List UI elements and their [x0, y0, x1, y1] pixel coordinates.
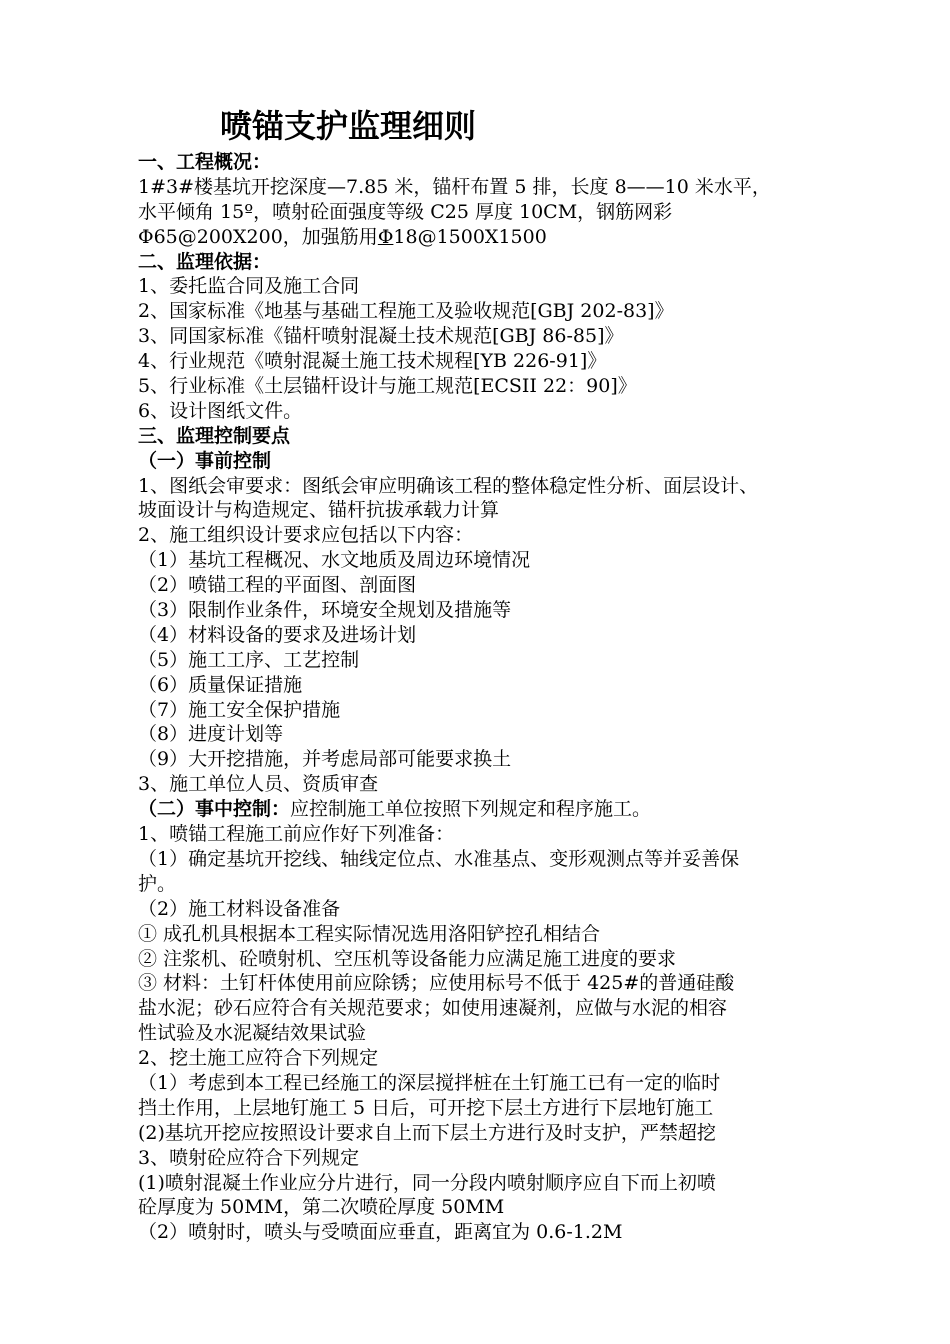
paragraph-line: (1)喷射混凝土作业应分片进行，同一分段内喷射顺序应自下而上初喷 [138, 1171, 716, 1194]
list-item: （5）施工工序、工艺控制 [138, 648, 360, 671]
paragraph-line: 3、施工单位人员、资质审查 [138, 773, 379, 796]
list-item: 5、行业标准《土层锚杆设计与施工规范[ECSII 22：90]》 [138, 375, 637, 398]
paragraph-line: 性试验及水泥凝结效果试验 [138, 1022, 367, 1045]
paragraph-line: 水平倾角 15º，喷射砼面强度等级 C25 厚度 10CM，钢筋网彩 [138, 200, 673, 223]
paragraph-line: 盐水泥；砂石应符合有关规范要求；如使用速凝剂，应做与水泥的相容 [138, 997, 728, 1020]
paragraph-line: 护。 [138, 872, 177, 895]
paragraph-line: （2）喷射时，喷头与受喷面应垂直，距离宜为 0.6-1.2M [138, 1221, 623, 1244]
list-item: （2）喷锚工程的平面图、剖面图 [138, 574, 417, 597]
section-heading-basis: 二、监理依据： [138, 250, 272, 273]
paragraph-line: 1、图纸会审要求：图纸会审应明确该工程的整体稳定性分析、面层设计、 [138, 474, 759, 497]
list-item: （9）大开挖措施，并考虑局部可能要求换土 [138, 748, 512, 771]
paragraph-line: 1#3#楼基坑开挖深度—7.85 米，锚杆布置 5 排，长度 8——10 米水平， [138, 175, 771, 198]
paragraph-line: 2、施工组织设计要求应包括以下内容： [138, 524, 474, 547]
section-heading-overview: 一、工程概况： [138, 151, 272, 173]
list-item: 1、委托监合同及施工合同 [138, 275, 360, 298]
paragraph-line: （2）施工材料设备准备 [138, 897, 341, 920]
paragraph-line: （1）考虑到本工程已经施工的深层搅拌桩在土钉施工已有一定的临时 [138, 1071, 721, 1094]
list-item: 2、国家标准《地基与基础工程施工及验收规范[GBJ 202-83]》 [138, 300, 674, 323]
text-run: 应控制施工单位按照下列规定和程序施工。 [290, 798, 652, 821]
list-item: 6、设计图纸文件。 [138, 399, 303, 422]
list-item: （8）进度计划等 [138, 723, 284, 746]
paragraph-line [138, 797, 828, 822]
text-run: 18@1500X1500 [393, 225, 547, 248]
list-item: 4、行业规范《喷射混凝土施工技术规程[YB 226-91]》 [138, 350, 607, 373]
list-item: ③ 材料：土钉杆体使用前应除锈；应使用标号不低于 425#的普通硅酸 [138, 972, 735, 995]
paragraph-line: (2)基坑开挖应按照设计要求自上而下层土方进行及时支护，严禁超挖 [138, 1121, 716, 1144]
paragraph-line: （1）确定基坑开挖线、轴线定位点、水准基点、变形观测点等并妥善保 [138, 847, 740, 870]
paragraph-line: 砼厚度为 50MM，第二次喷砼厚度 50MM [138, 1196, 505, 1219]
list-item: （1）基坑工程概况、水文地质及周边环境情况 [138, 549, 531, 572]
subsection-heading-pre-control: （一）事前控制 [138, 449, 272, 472]
list-item: （7）施工安全保护措施 [138, 698, 341, 721]
list-item: （3）限制作业条件，环境安全规划及措施等 [138, 599, 512, 622]
list-item: 3、同国家标准《锚杆喷射混凝土技术规范[GBJ 86-85]》 [138, 325, 624, 348]
list-item: （6）质量保证措施 [138, 673, 303, 696]
text-run: Φ65@200X200，加强筋用 [138, 225, 378, 248]
list-item: （4）材料设备的要求及进场计划 [138, 623, 417, 646]
document-title: 喷锚支护监理细则 [220, 107, 477, 145]
paragraph-line: 挡土作用，上层地钉施工 5 日后，可开挖下层土方进行下层地钉施工 [138, 1096, 714, 1119]
section-heading-control: 三、监理控制要点 [138, 424, 291, 447]
subsection-heading-in-control: （二）事中控制： [138, 798, 291, 821]
paragraph-line: 3、喷射砼应符合下列规定 [138, 1146, 360, 1169]
paragraph-line: 坡面设计与构造规定、锚杆抗拔承载力计算 [138, 499, 500, 522]
list-item: ② 注浆机、砼喷射机、空压机等设备能力应满足施工进度的要求 [138, 947, 677, 970]
rebar-symbol: Φ [377, 225, 394, 248]
list-item: ① 成孔机具根据本工程实际情况选用洛阳铲控孔相结合 [138, 922, 601, 945]
document-body [138, 150, 828, 1245]
paragraph-line: 1、喷锚工程施工前应作好下列准备： [138, 823, 455, 846]
paragraph-line: 2、挖土施工应符合下列规定 [138, 1047, 379, 1070]
paragraph-line [138, 225, 828, 250]
